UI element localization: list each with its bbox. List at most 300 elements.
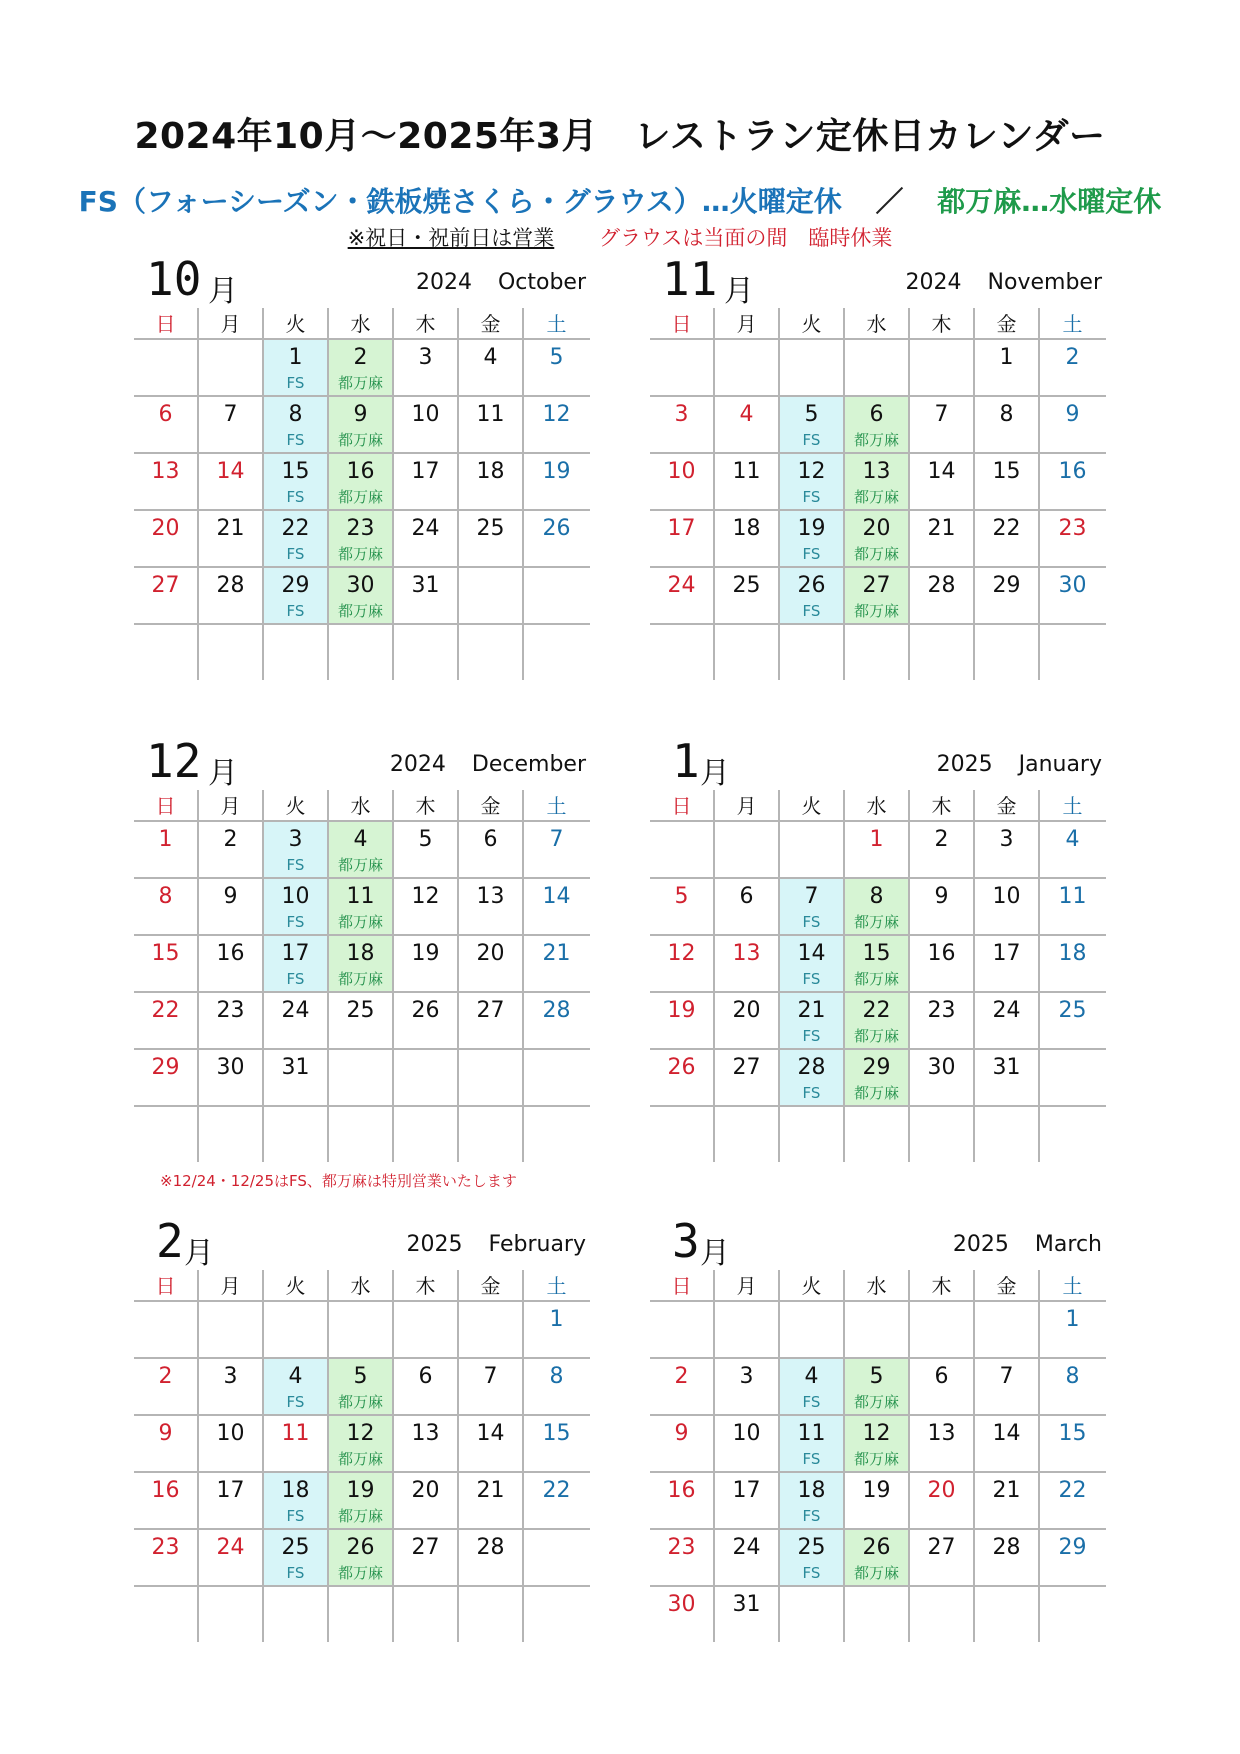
day-cell	[1040, 936, 1105, 991]
day-cell	[199, 1416, 264, 1471]
empty-cell	[329, 1302, 394, 1357]
day-cell	[975, 568, 1040, 623]
weekday-label: 金	[975, 1270, 1040, 1300]
fs-closed-label: FS	[802, 1507, 821, 1525]
day-cell	[650, 879, 715, 934]
day-number: 22	[542, 1478, 571, 1503]
week-row	[650, 1107, 1106, 1162]
day-cell	[264, 936, 329, 991]
week-row	[650, 822, 1106, 879]
subtitle-fs: FS（フォーシーズン・鉄板焼さくら・グラウス）…火曜定休	[78, 185, 842, 218]
day-number: 31	[732, 1592, 761, 1617]
month-number: 1	[672, 734, 700, 788]
empty-cell	[459, 568, 524, 623]
empty-cell	[524, 1587, 589, 1642]
day-cell	[910, 822, 975, 877]
day-number: 6	[418, 1364, 433, 1389]
day-cell	[910, 936, 975, 991]
day-number: 4	[804, 1364, 819, 1389]
day-number: 3	[674, 402, 689, 427]
day-number: 1	[158, 827, 173, 852]
empty-cell	[199, 1107, 264, 1162]
day-number: 20	[476, 941, 505, 966]
day-number: 26	[542, 516, 571, 541]
day-number: 1	[549, 1307, 564, 1332]
empty-cell	[1040, 1587, 1105, 1642]
day-number: 17	[281, 941, 310, 966]
day-cell	[134, 1416, 199, 1471]
day-number: 25	[476, 516, 505, 541]
weekday-label: 水	[845, 308, 910, 338]
week-row	[134, 936, 590, 993]
day-cell	[459, 936, 524, 991]
empty-cell	[264, 1107, 329, 1162]
empty-cell	[459, 625, 524, 680]
fs-closed-label: FS	[286, 488, 305, 506]
day-cell	[845, 1050, 910, 1105]
week-row	[650, 1473, 1106, 1530]
month-header	[134, 1214, 590, 1276]
day-cell	[199, 993, 264, 1048]
month-year-label	[953, 1232, 1102, 1257]
month-header	[650, 734, 1106, 796]
empty-cell	[780, 1302, 845, 1357]
day-cell	[975, 1530, 1040, 1585]
month-calendar	[650, 252, 1106, 620]
fs-closed-label: FS	[802, 1393, 821, 1411]
day-cell	[134, 1359, 199, 1414]
empty-cell	[1040, 1050, 1105, 1105]
tsumama-closed-label: 都万麻	[853, 1450, 899, 1468]
day-cell	[134, 1473, 199, 1528]
day-number: 23	[151, 1535, 180, 1560]
day-number: 9	[158, 1421, 173, 1446]
empty-cell	[199, 625, 264, 680]
empty-cell	[524, 625, 589, 680]
note-holiday: ※祝日・祝前日は営業	[347, 226, 555, 250]
weekday-label: 土	[546, 794, 567, 818]
day-number: 15	[281, 459, 310, 484]
week-row	[134, 1107, 590, 1162]
empty-cell	[329, 1587, 394, 1642]
day-cell	[715, 879, 780, 934]
day-number: 27	[411, 1535, 440, 1560]
weekday-label: 火	[264, 790, 329, 820]
day-cell	[134, 454, 199, 509]
day-number: 23	[346, 516, 375, 541]
day-number: 11	[797, 1421, 826, 1446]
fs-closed-label: FS	[286, 856, 305, 874]
week-row	[134, 625, 590, 680]
day-number: 7	[999, 1364, 1014, 1389]
day-number: 20	[862, 516, 891, 541]
day-number: 20	[732, 998, 761, 1023]
week-row	[650, 511, 1106, 568]
calendar-grid	[650, 790, 1106, 1162]
day-cell	[264, 993, 329, 1048]
day-cell	[199, 1050, 264, 1105]
day-number: 26	[411, 998, 440, 1023]
day-number: 4	[483, 345, 498, 370]
day-cell	[1040, 1302, 1105, 1357]
day-number: 19	[862, 1478, 891, 1503]
day-cell	[264, 568, 329, 623]
tsumama-closed-label: 都万麻	[853, 545, 899, 563]
week-row	[650, 1050, 1106, 1107]
day-number: 18	[281, 1478, 310, 1503]
week-row	[650, 1359, 1106, 1416]
day-cell	[715, 993, 780, 1048]
day-cell	[845, 1359, 910, 1414]
day-cell	[975, 1050, 1040, 1105]
day-number: 24	[216, 1535, 245, 1560]
year: 2024	[905, 270, 962, 295]
day-number: 23	[216, 998, 245, 1023]
weekday-label: 月	[715, 1270, 780, 1300]
empty-cell	[845, 1587, 910, 1642]
tsumama-closed-label: 都万麻	[853, 488, 899, 506]
day-cell	[394, 1530, 459, 1585]
day-cell	[199, 397, 264, 452]
tsumama-closed-label: 都万麻	[853, 1393, 899, 1411]
day-cell	[199, 511, 264, 566]
empty-cell	[780, 340, 845, 395]
day-number: 26	[797, 573, 826, 598]
day-cell	[780, 1473, 845, 1528]
empty-cell	[845, 1302, 910, 1357]
day-number: 13	[732, 941, 761, 966]
day-cell	[910, 454, 975, 509]
month-english: December	[471, 752, 586, 777]
day-number: 5	[869, 1364, 884, 1389]
day-cell	[459, 879, 524, 934]
day-cell	[134, 879, 199, 934]
day-cell	[394, 454, 459, 509]
tsumama-closed-label: 都万麻	[337, 1450, 383, 1468]
day-cell	[394, 879, 459, 934]
day-cell	[650, 1359, 715, 1414]
weekday-header	[650, 790, 1106, 822]
day-number: 16	[927, 941, 956, 966]
weekday-label: 金	[975, 308, 1040, 338]
day-number: 4	[353, 827, 368, 852]
day-cell	[1040, 568, 1105, 623]
day-cell	[199, 568, 264, 623]
week-row	[134, 1587, 590, 1642]
tsumama-closed-label: 都万麻	[337, 1393, 383, 1411]
day-cell	[780, 993, 845, 1048]
empty-cell	[134, 1107, 199, 1162]
day-cell	[264, 1473, 329, 1528]
day-cell	[329, 568, 394, 623]
month-number: 10	[146, 252, 202, 306]
tsumama-closed-label: 都万麻	[337, 1564, 383, 1582]
day-cell	[459, 822, 524, 877]
empty-cell	[650, 1302, 715, 1357]
day-number: 2	[158, 1364, 173, 1389]
day-cell	[1040, 397, 1105, 452]
empty-cell	[975, 1302, 1040, 1357]
day-number: 22	[151, 998, 180, 1023]
day-cell	[459, 1530, 524, 1585]
special-note: ※12/24・12/25はFS、都万麻は特別営業いたします	[160, 1172, 517, 1190]
day-cell	[199, 936, 264, 991]
weekday-label: 木	[910, 790, 975, 820]
day-number: 5	[353, 1364, 368, 1389]
day-number: 24	[992, 998, 1021, 1023]
day-cell	[910, 879, 975, 934]
day-cell	[264, 340, 329, 395]
day-number: 31	[281, 1055, 310, 1080]
weekday-header	[134, 1270, 590, 1302]
empty-cell	[650, 625, 715, 680]
empty-cell	[715, 340, 780, 395]
day-number: 13	[151, 459, 180, 484]
week-row	[650, 936, 1106, 993]
day-number: 9	[223, 884, 238, 909]
week-row	[134, 1359, 590, 1416]
day-cell	[845, 454, 910, 509]
day-number: 14	[797, 941, 826, 966]
weekday-label: 火	[264, 308, 329, 338]
day-number: 4	[288, 1364, 303, 1389]
tsumama-closed-label: 都万麻	[853, 1027, 899, 1045]
day-number: 3	[999, 827, 1014, 852]
day-cell	[650, 1050, 715, 1105]
fs-closed-label: FS	[802, 602, 821, 620]
day-number: 18	[476, 459, 505, 484]
day-cell	[715, 1416, 780, 1471]
day-number: 23	[1058, 516, 1087, 541]
day-number: 12	[797, 459, 826, 484]
tsumama-closed-label: 都万麻	[337, 856, 383, 874]
day-number: 9	[674, 1421, 689, 1446]
empty-cell	[524, 568, 589, 623]
week-row	[650, 340, 1106, 397]
day-number: 17	[216, 1478, 245, 1503]
month-header	[650, 252, 1106, 314]
empty-cell	[910, 1587, 975, 1642]
day-number: 26	[862, 1535, 891, 1560]
day-cell	[134, 822, 199, 877]
day-cell	[329, 822, 394, 877]
day-number: 6	[158, 402, 173, 427]
weekday-label: 水	[329, 1270, 394, 1300]
day-cell	[134, 1050, 199, 1105]
day-number: 23	[927, 998, 956, 1023]
weekday-label: 金	[975, 790, 1040, 820]
fs-closed-label: FS	[286, 1393, 305, 1411]
empty-cell	[459, 1302, 524, 1357]
week-row	[134, 822, 590, 879]
tsumama-closed-label: 都万麻	[337, 431, 383, 449]
month-number: 3	[672, 1214, 700, 1268]
week-row	[650, 568, 1106, 625]
day-cell	[524, 1359, 589, 1414]
day-number: 2	[1065, 345, 1080, 370]
notes	[0, 222, 1240, 252]
weekday-label: 金	[459, 790, 524, 820]
day-number: 28	[797, 1055, 826, 1080]
day-cell	[975, 822, 1040, 877]
fs-closed-label: FS	[802, 488, 821, 506]
weekday-label: 日	[134, 790, 199, 820]
week-row	[650, 879, 1106, 936]
day-cell	[845, 879, 910, 934]
day-cell	[134, 1530, 199, 1585]
day-number: 17	[732, 1478, 761, 1503]
day-cell	[845, 511, 910, 566]
day-number: 28	[542, 998, 571, 1023]
day-number: 10	[411, 402, 440, 427]
week-row	[650, 1416, 1106, 1473]
day-number: 14	[476, 1421, 505, 1446]
week-row	[134, 879, 590, 936]
weekday-label: 月	[715, 790, 780, 820]
month-kanji: 月	[700, 1236, 730, 1271]
empty-cell	[199, 1302, 264, 1357]
day-cell	[524, 879, 589, 934]
weekday-label: 土	[1062, 794, 1083, 818]
tsumama-closed-label: 都万麻	[337, 374, 383, 392]
year: 2024	[389, 752, 446, 777]
day-cell	[459, 340, 524, 395]
day-number: 25	[281, 1535, 310, 1560]
empty-cell	[394, 1587, 459, 1642]
week-row	[134, 568, 590, 625]
day-cell	[845, 1530, 910, 1585]
weekday-label: 土	[546, 1274, 567, 1298]
day-number: 19	[667, 998, 696, 1023]
day-cell	[394, 993, 459, 1048]
day-cell	[1040, 1359, 1105, 1414]
month-english: February	[488, 1232, 586, 1257]
day-cell	[975, 397, 1040, 452]
day-number: 29	[992, 573, 1021, 598]
day-cell	[715, 1473, 780, 1528]
day-cell	[329, 454, 394, 509]
day-number: 14	[542, 884, 571, 909]
day-number: 30	[667, 1592, 696, 1617]
day-number: 4	[739, 402, 754, 427]
fs-closed-label: FS	[286, 374, 305, 392]
fs-closed-label: FS	[802, 970, 821, 988]
weekday-label: 木	[910, 1270, 975, 1300]
day-number: 2	[934, 827, 949, 852]
day-number: 3	[223, 1364, 238, 1389]
day-cell	[715, 936, 780, 991]
day-number: 21	[992, 1478, 1021, 1503]
day-cell	[329, 340, 394, 395]
day-cell	[1040, 993, 1105, 1048]
day-number: 8	[288, 402, 303, 427]
day-number: 12	[542, 402, 571, 427]
weekday-label: 土	[1062, 1274, 1083, 1298]
month-english: January	[1018, 752, 1102, 777]
day-cell	[394, 1416, 459, 1471]
day-cell	[264, 1359, 329, 1414]
empty-cell	[650, 340, 715, 395]
day-cell	[715, 397, 780, 452]
month-number: 12	[146, 734, 202, 788]
note-grouse: グラウスは当面の間 臨時休業	[598, 226, 893, 250]
day-number: 31	[411, 573, 440, 598]
weekday-header	[134, 790, 590, 822]
fs-closed-label: FS	[286, 1507, 305, 1525]
day-cell	[910, 1359, 975, 1414]
month-calendar	[134, 1214, 590, 1582]
day-cell	[1040, 879, 1105, 934]
day-number: 21	[927, 516, 956, 541]
day-number: 27	[476, 998, 505, 1023]
weekday-label: 水	[329, 308, 394, 338]
empty-cell	[199, 1587, 264, 1642]
week-row	[650, 1587, 1106, 1642]
empty-cell	[1040, 1107, 1105, 1162]
day-number: 10	[992, 884, 1021, 909]
day-cell	[650, 936, 715, 991]
empty-cell	[329, 1050, 394, 1105]
calendar-grid	[134, 790, 590, 1162]
day-number: 8	[999, 402, 1014, 427]
day-number: 31	[992, 1055, 1021, 1080]
empty-cell	[845, 1107, 910, 1162]
day-number: 14	[927, 459, 956, 484]
day-number: 25	[346, 998, 375, 1023]
day-cell	[715, 1050, 780, 1105]
week-row	[134, 1473, 590, 1530]
day-cell	[975, 511, 1040, 566]
day-number: 27	[862, 573, 891, 598]
day-cell	[715, 1530, 780, 1585]
fs-closed-label: FS	[802, 1084, 821, 1102]
day-cell	[650, 1587, 715, 1642]
day-cell	[845, 936, 910, 991]
day-number: 25	[1058, 998, 1087, 1023]
year: 2024	[415, 270, 472, 295]
day-cell	[650, 454, 715, 509]
day-cell	[329, 879, 394, 934]
day-cell	[910, 397, 975, 452]
empty-cell	[524, 1050, 589, 1105]
day-cell	[264, 397, 329, 452]
fs-closed-label: FS	[802, 913, 821, 931]
calendar-grid	[650, 1270, 1106, 1642]
tsumama-closed-label: 都万麻	[853, 1564, 899, 1582]
day-number: 7	[549, 827, 564, 852]
day-cell	[845, 397, 910, 452]
day-cell	[650, 397, 715, 452]
day-number: 30	[927, 1055, 956, 1080]
day-cell	[975, 340, 1040, 395]
day-cell	[264, 879, 329, 934]
day-cell	[134, 936, 199, 991]
day-cell	[329, 1416, 394, 1471]
day-cell	[650, 1416, 715, 1471]
day-cell	[910, 1473, 975, 1528]
day-cell	[134, 397, 199, 452]
day-number: 6	[934, 1364, 949, 1389]
weekday-label: 木	[394, 1270, 459, 1300]
day-cell	[524, 936, 589, 991]
day-cell	[975, 454, 1040, 509]
day-number: 26	[667, 1055, 696, 1080]
empty-cell	[910, 1107, 975, 1162]
subtitle	[0, 180, 1240, 220]
day-number: 27	[151, 573, 180, 598]
empty-cell	[715, 1302, 780, 1357]
day-number: 16	[1058, 459, 1087, 484]
